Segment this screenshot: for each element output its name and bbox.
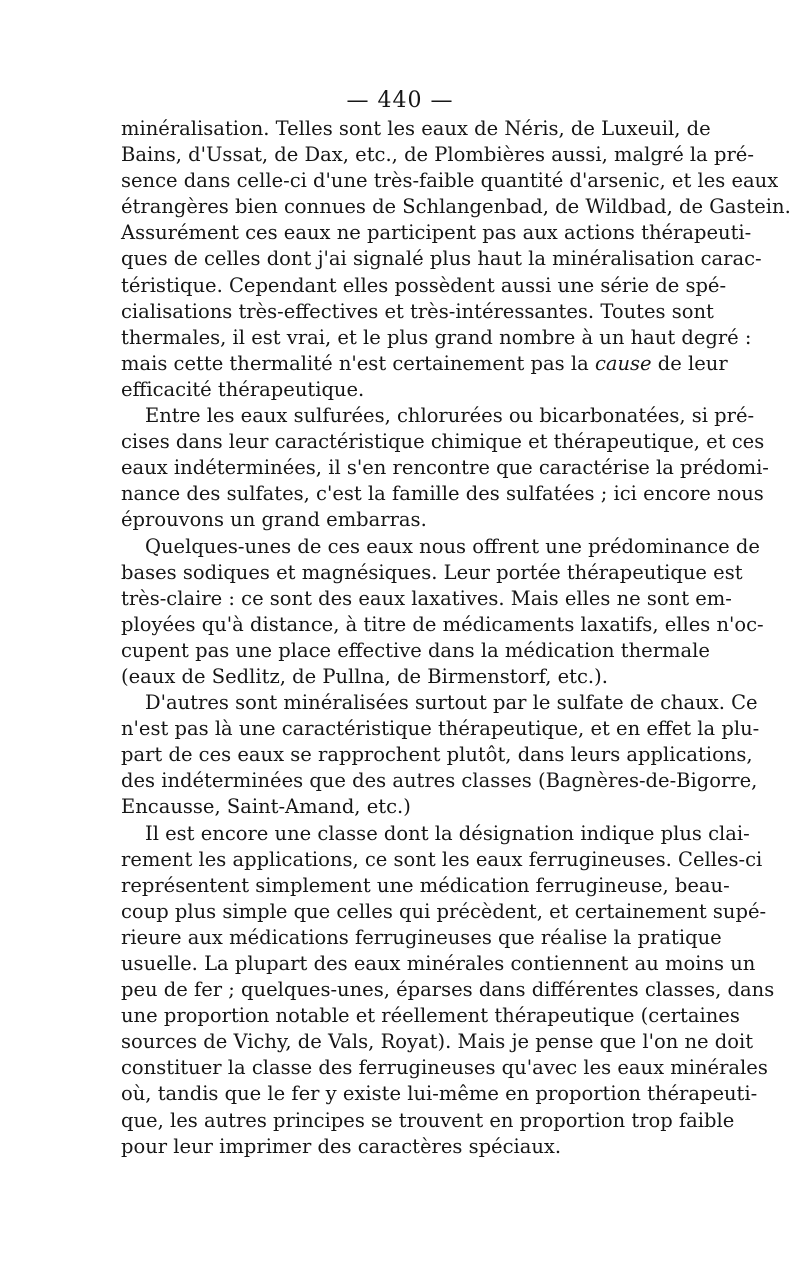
text-line	[121, 351, 728, 377]
page-number: — 440 —	[346, 88, 454, 113]
text-line: une proportion notable et réellement thérapeutique (certaines	[121, 1004, 740, 1028]
text-line: sources de Vichy, de Vals, Royat). Mais je pense que l'on ne doit	[121, 1030, 754, 1054]
text-line: pour leur imprimer des caractères spéciaux.	[121, 1134, 562, 1158]
emphasized-word: cause	[594, 351, 652, 375]
text-line: des indéterminées que des autres classes (Bagnères-de-Bigorre,	[121, 769, 758, 793]
text-line: cises dans leur caractéristique chimique et thérapeutique, et ces	[121, 430, 765, 454]
text-line: Bains, d'Ussat, de Dax, etc., de Plombières aussi, malgré la pré-	[121, 143, 754, 167]
text-line: représentent simplement une médication ferrugineuse, beau-	[121, 873, 730, 897]
text-line: minéralisation. Telles sont les eaux de Néris, de Luxeuil, de	[121, 117, 711, 140]
text-line: eaux indéterminées, il s'en rencontre que caractérise la prédomi-	[121, 456, 769, 480]
text-line: Entre les eaux sulfurées, chlorurées ou bicarbonatées, si pré-	[145, 404, 755, 428]
text-line: que, les autres principes se trouvent en proportion trop faible	[121, 1108, 735, 1132]
text-line: étrangères bien connues de Schlangenbad, de Wildbad, de Gastein.	[121, 195, 791, 219]
text-line: très-claire : ce sont des eaux laxatives. Mais elles ne sont em-	[121, 586, 732, 610]
body-text	[121, 116, 791, 1160]
text-line: coup plus simple que celles qui précèdent, et certainement supé-	[121, 899, 767, 923]
text-line: Encausse, Saint-Amand, etc.)	[121, 795, 411, 819]
text-line: cupent pas une place effective dans la médication thermale	[121, 638, 710, 662]
text-line: D'autres sont minéralisées surtout par le sulfate de chaux. Ce	[145, 691, 758, 715]
text-line: où, tandis que le fer y existe lui-même en proportion thérapeuti-	[121, 1082, 758, 1106]
text-line: peu de fer ; quelques-unes, éparses dans différentes classes, dans	[121, 978, 775, 1002]
text-line: (eaux de Sedlitz, de Pullna, de Birmenstorf, etc.).	[121, 664, 608, 688]
text-line: bases sodiques et magnésiques. Leur portée thérapeutique est	[121, 560, 743, 584]
text-line: thermales, il est vrai, et le plus grand nombre à un haut degré :	[121, 325, 752, 349]
text-line: Il est encore une classe dont la désignation indique plus clai-	[145, 821, 750, 845]
text-line: efficacité thérapeutique.	[121, 377, 365, 401]
text-line: téristique. Cependant elles possèdent aussi une série de spé-	[121, 273, 727, 297]
text-line: Assurément ces eaux ne participent pas aux actions thérapeuti-	[121, 221, 752, 245]
text-line: constituer la classe des ferrugineuses qu'avec les eaux minérales	[121, 1056, 768, 1080]
text-line: éprouvons un grand embarras.	[121, 508, 427, 532]
text-line: usuelle. La plupart des eaux minérales contiennent au moins un	[121, 952, 756, 975]
text-line: sence dans celle-ci d'une très-faible quantité d'arsenic, et les eaux	[121, 169, 779, 193]
text-line: ployées qu'à distance, à titre de médicaments laxatifs, elles n'oc-	[121, 612, 764, 636]
text-line: part de ces eaux se rapprochent plutôt, dans leurs applications,	[121, 743, 753, 767]
text-line: ques de celles dont j'ai signalé plus haut la minéralisation carac-	[121, 247, 762, 271]
text-line: rement les applications, ce sont les eaux ferrugineuses. Celles-ci	[121, 847, 763, 871]
text-segment: de leur	[657, 351, 728, 375]
text-segment: mais cette thermalité n'est certainement pas la	[121, 351, 589, 375]
text-line: Quelques-unes de ces eaux nous offrent une prédominance de	[145, 534, 760, 558]
text-line: rieure aux médications ferrugineuses que réalise la pratique	[121, 925, 722, 949]
text-line: nance des sulfates, c'est la famille des sulfatées ; ici encore nous	[121, 482, 764, 506]
text-line: n'est pas là une caractéristique thérapeutique, et en effet la plu-	[121, 717, 760, 741]
text-line: cialisations très-effectives et très-intéressantes. Toutes sont	[121, 299, 714, 323]
